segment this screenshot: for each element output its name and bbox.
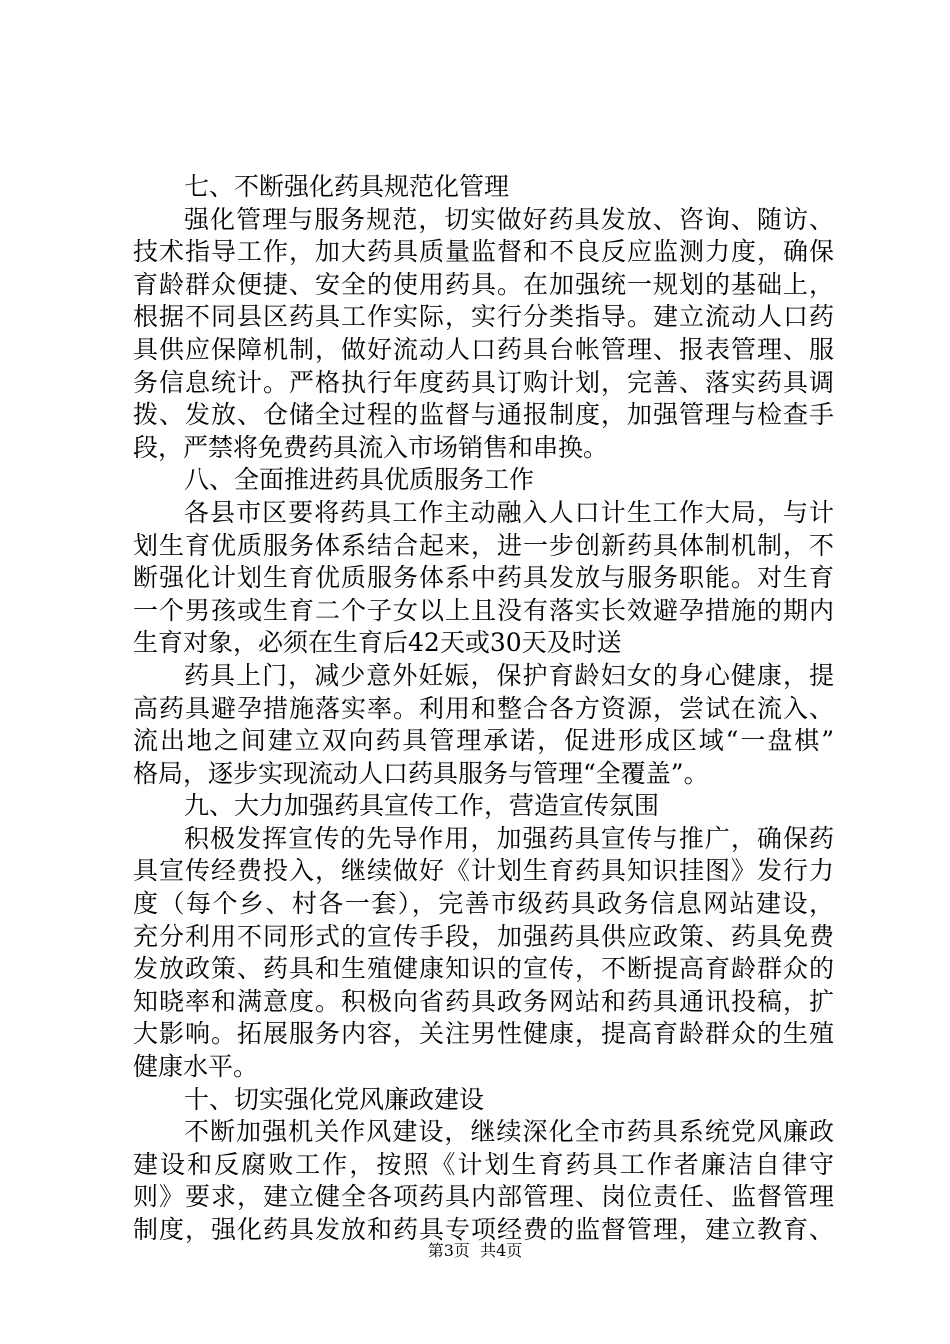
paragraph-line: 育龄群众便捷、安全的使用药具。在加强统一规划的基础上， [133,269,834,299]
section-heading-8: 八、全面推进药具优质服务工作 [184,465,535,495]
paragraph-line: 划生育优质服务体系结合起来，进一步创新药具体制机制，不 [133,530,834,560]
paragraph-line: 发放政策、药具和生殖健康知识的宣传，不断提高育龄群众的 [133,954,834,984]
page-number-footer: 第3页 共4页 [427,1241,523,1260]
paragraph-line: 不断加强机关作风建设，继续深化全市药具系统党风廉政 [184,1117,834,1147]
paragraph-line: 技术指导工作，加大药具质量监督和不良反应监测力度，确保 [133,237,834,267]
paragraph-line: 强化管理与服务规范，切实做好药具发放、咨询、随访、 [184,204,834,234]
section-heading-7: 七、不断强化药具规范化管理 [184,172,510,201]
paragraph-line: 知晓率和满意度。积极向省药具政务网站和药具通讯投稿，扩 [133,986,834,1016]
paragraph-line: 则》要求，建立健全各项药具内部管理、岗位责任、监督管理 [133,1182,834,1212]
paragraph-line: 断强化计划生育优质服务体系中药具发放与服务职能。对生育 [133,563,834,593]
document-body [133,171,834,1247]
paragraph-line: 生育对象，必须在生育后42天或30天及时送 [133,628,622,658]
paragraph-line: 制度，强化药具发放和药具专项经费的监督管理，建立教育、 [133,1215,834,1244]
paragraph-line: 建设和反腐败工作，按照《计划生育药具工作者廉洁自律守 [133,1149,834,1179]
paragraph-line: 健康水平。 [133,1052,259,1082]
section-heading-10: 十、切实强化党风廉政建设 [184,1084,485,1114]
paragraph-line: 高药具避孕措施落实率。利用和整合各方资源，尝试在流入、 [133,693,834,723]
paragraph-line: 大影响。拓展服务内容，关注男性健康，提高育龄群众的生殖 [133,1019,834,1049]
section-heading-9: 九、大力加强药具宣传工作，营造宣传氛围 [184,791,660,821]
paragraph-line: 度（每个乡、村各一套），完善市级药具政务信息网站建设， [133,889,834,919]
paragraph-line: 拨、发放、仓储全过程的监督与通报制度，加强管理与检查手 [133,400,834,430]
paragraph-line: 各县市区要将药具工作主动融入人口计生工作大局，与计 [184,497,834,527]
paragraph-line: 药具上门，减少意外妊娠，保护育龄妇女的身心健康，提 [184,660,834,690]
paragraph-line: 格局，逐步实现流动人口药具服务与管理“全覆盖”。 [133,758,709,788]
paragraph-line: 务信息统计。严格执行年度药具订购计划，完善、落实药具调 [133,367,834,397]
paragraph-line: 流出地之间建立双向药具管理承诺，促进形成区域“一盘棋” [133,726,834,756]
paragraph-line: 充分利用不同形式的宣传手段，加强药具供应政策、药具免费 [133,921,834,951]
paragraph-line: 段，严禁将免费药具流入市场销售和串换。 [133,432,609,462]
paragraph-line: 具供应保障机制，做好流动人口药具台帐管理、报表管理、服 [133,334,834,364]
paragraph-line: 一个男孩或生育二个子女以上且没有落实长效避孕措施的期内 [133,595,834,625]
paragraph-line: 根据不同县区药具工作实际，实行分类指导。建立流动人口药 [133,302,834,332]
paragraph-line: 具宣传经费投入，继续做好《计划生育药具知识挂图》发行力 [133,856,834,886]
paragraph-line: 积极发挥宣传的先导作用，加强药具宣传与推广，确保药 [184,823,834,853]
